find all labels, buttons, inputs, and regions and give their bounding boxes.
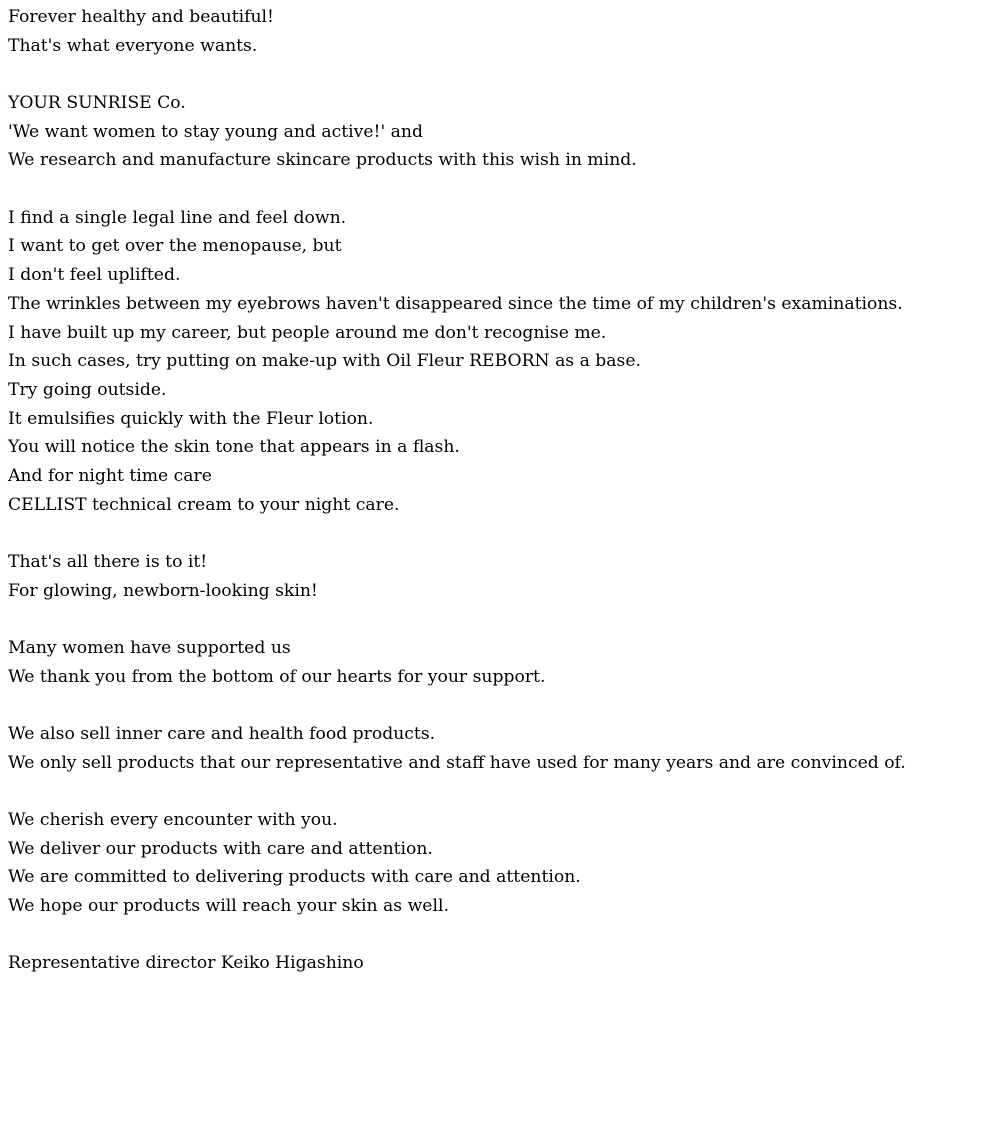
message-line: You will notice the skin tone that appears in a flash. (8, 437, 460, 458)
message-line: We also sell inner care and health food products. (8, 724, 436, 745)
message-line: We thank you from the bottom of our hearts for your support. (8, 666, 546, 687)
message-line: Try going outside. (8, 379, 167, 400)
message-line: I find a single legal line and feel down. (8, 207, 347, 228)
skin-concerns-paragraph (8, 204, 978, 520)
message-line: CELLIST technical cream to your night care. (8, 494, 400, 515)
signature-paragraph (8, 949, 978, 978)
products-paragraph (8, 720, 978, 777)
message-line: We hope our products will reach your skin as well. (8, 896, 449, 917)
message-line: 'We want women to stay young and active!' and (8, 121, 423, 142)
message-line: We are committed to delivering products with care and attention. (8, 867, 581, 888)
message-line: It emulsifies quickly with the Fleur lotion. (8, 408, 374, 429)
message-line: I have built up my career, but people around me don't recognise me. (8, 322, 607, 343)
message-line: We cherish every encounter with you. (8, 810, 338, 831)
message-line: For glowing, newborn-looking skin! (8, 580, 318, 601)
thanks-paragraph (8, 634, 978, 691)
commitment-paragraph (8, 806, 978, 921)
message-line: Forever healthy and beautiful! (8, 7, 274, 27)
company-name: YOUR SUNRISE Co. (8, 93, 186, 113)
message-line: We only sell products that our representative and staff have used for many years and are convinced of. (8, 752, 906, 773)
message-line: And for night time care (8, 466, 212, 487)
message-line: That's what everyone wants. (8, 35, 258, 56)
message-line: We research and manufacture skincare products with this wish in mind. (8, 150, 637, 171)
opening-paragraph (8, 3, 978, 60)
representative-signature: Representative director Keiko Higashino (8, 953, 364, 974)
message-line: In such cases, try putting on make-up with Oil Fleur REBORN as a base. (8, 351, 642, 372)
glowing-skin-paragraph (8, 548, 978, 605)
message-line: I don't feel uplifted. (8, 265, 181, 286)
message-line: The wrinkles between my eyebrows haven't disappeared since the time of my children's examinations. (8, 293, 903, 314)
message-line: I want to get over the menopause, but (8, 236, 342, 257)
message-line: Many women have supported us (8, 638, 291, 659)
message-line: We deliver our products with care and attention. (8, 838, 433, 859)
message-line: That's all there is to it! (8, 552, 208, 573)
company-intro-paragraph (8, 89, 978, 175)
